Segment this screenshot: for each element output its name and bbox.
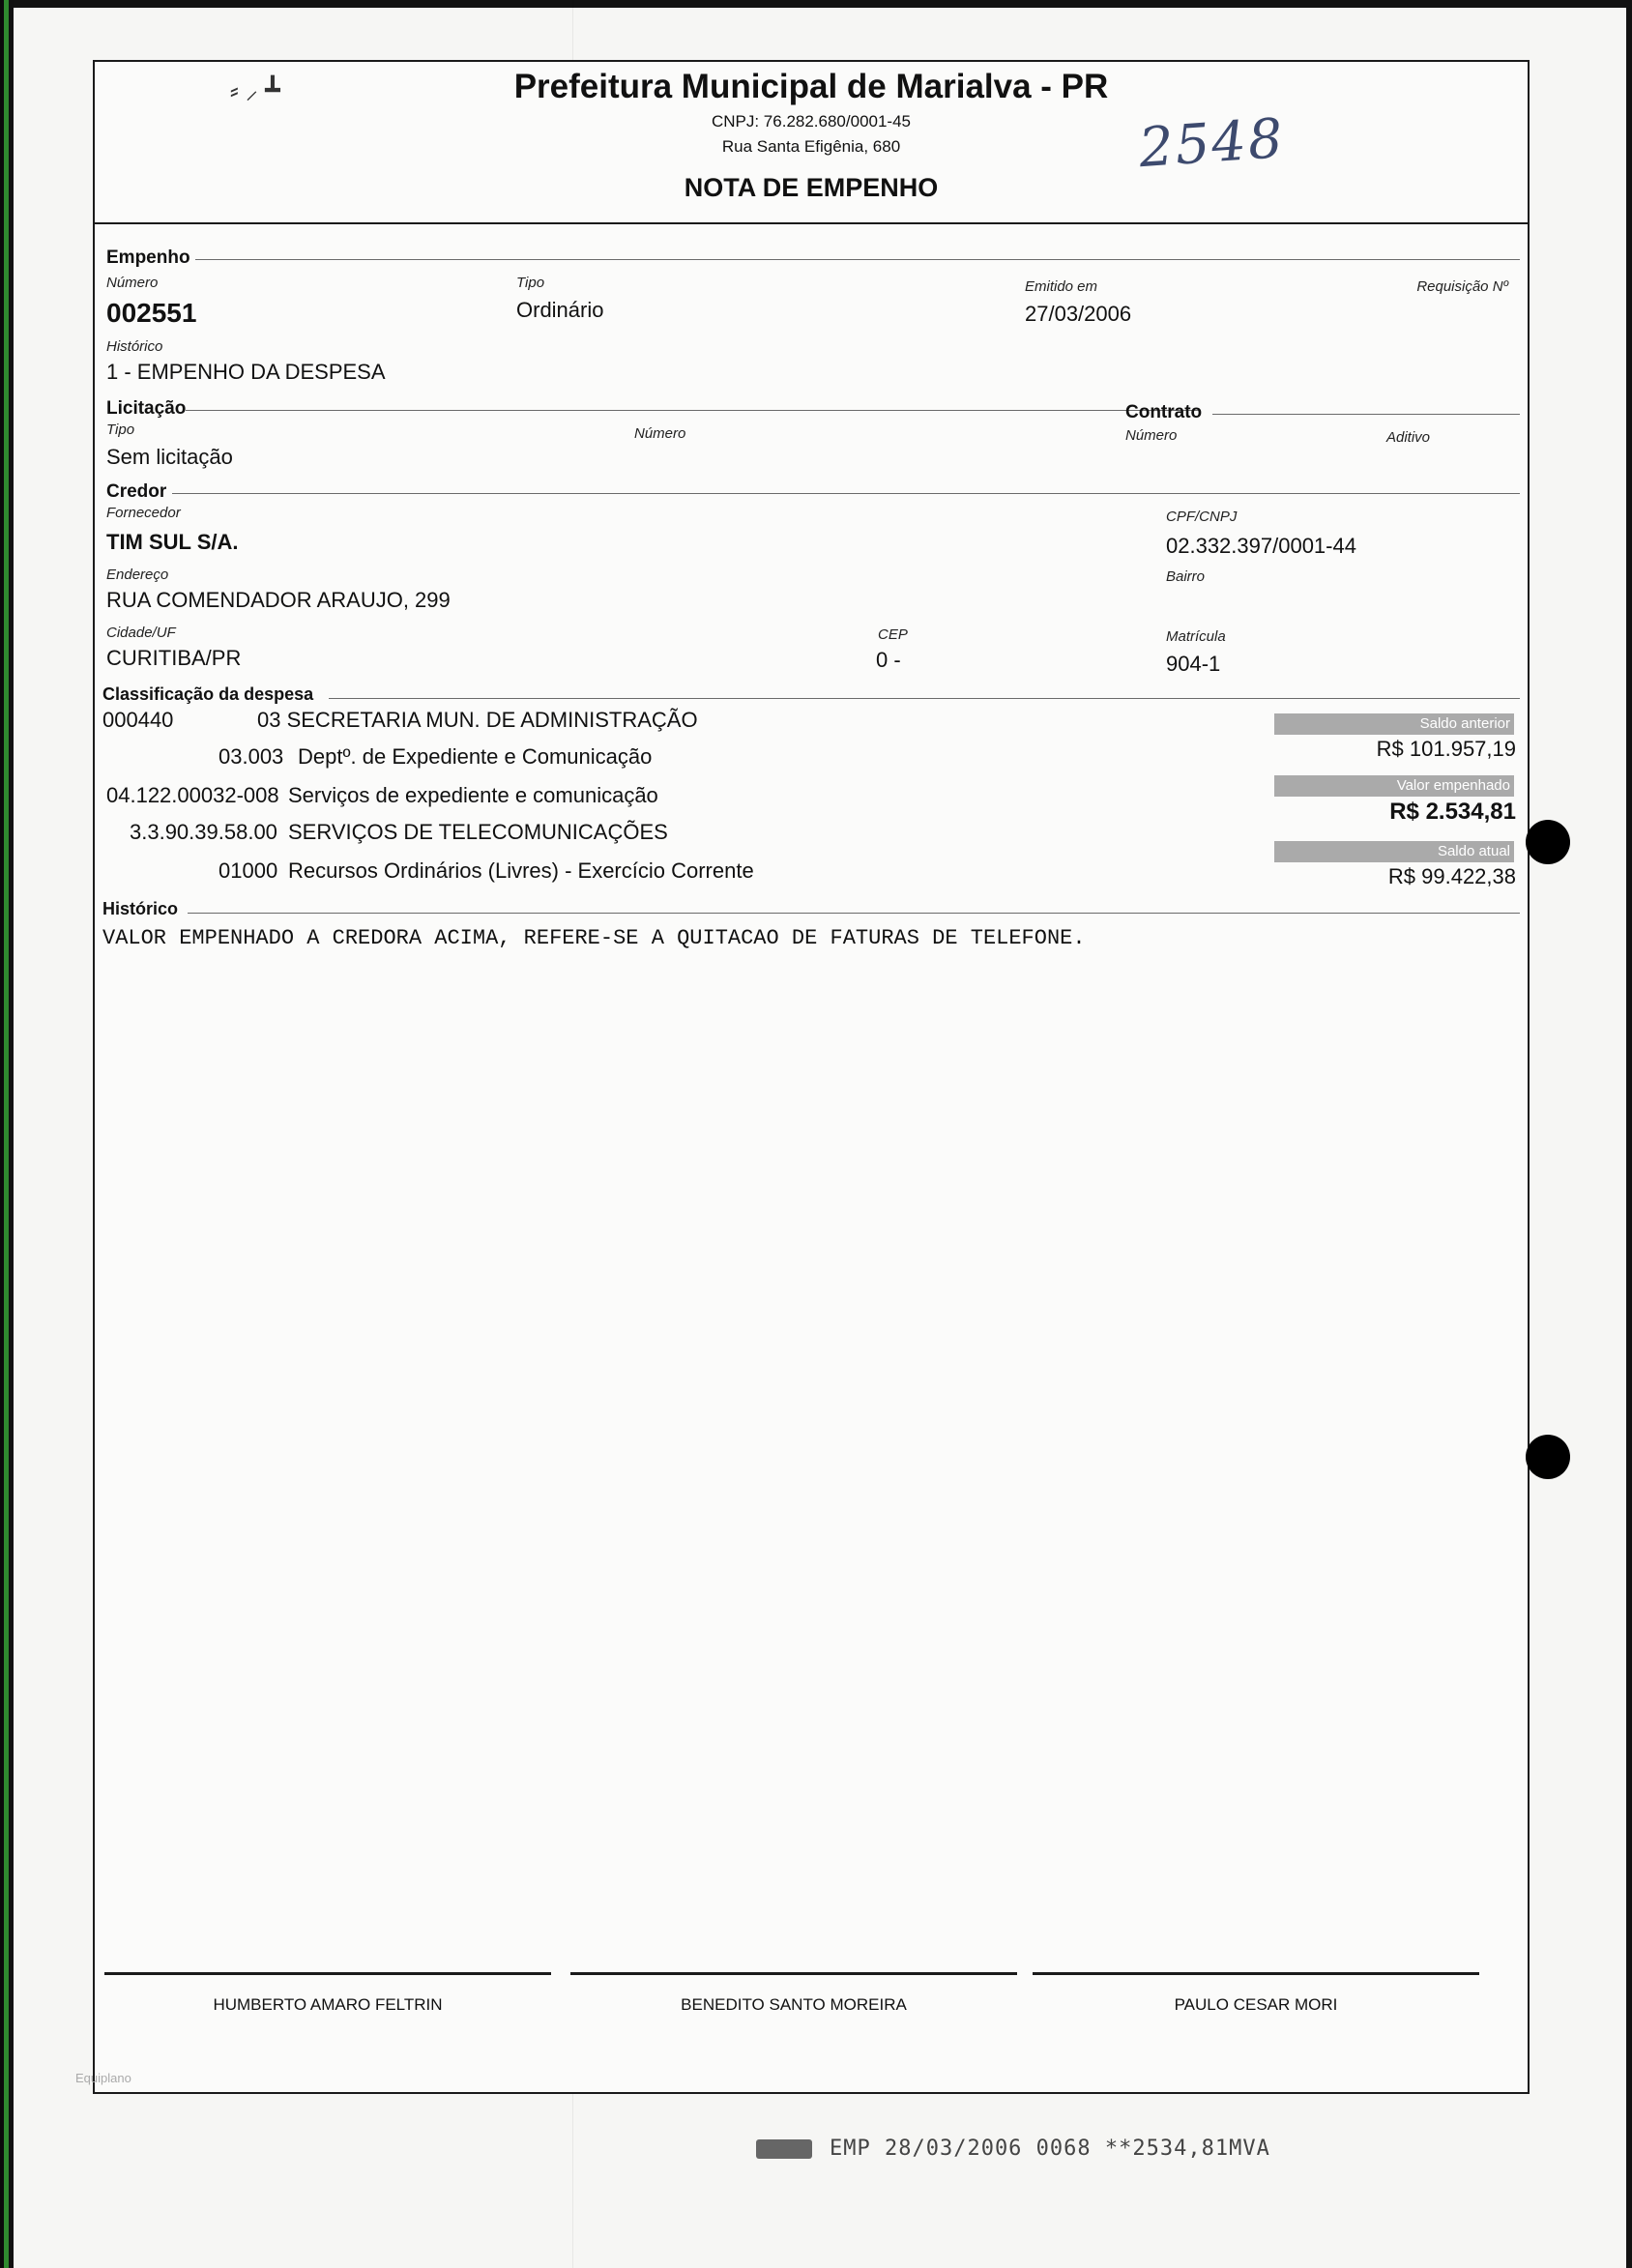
stamp-logo-icon	[756, 2139, 812, 2159]
empenho-numero: 002551	[106, 298, 197, 328]
scan-edge-top	[0, 0, 1632, 8]
valor-empenhado-label: Valor empenhado	[1274, 775, 1514, 797]
handwritten-number: 2548	[1136, 106, 1287, 181]
section-historico: Histórico	[102, 899, 179, 918]
credor-fornecedor: TIM SUL S/A.	[106, 530, 239, 554]
class-code-4: 01000	[219, 858, 278, 883]
divider	[186, 410, 1201, 411]
stamp-text: EMP 28/03/2006 0068 **2534,81MVA	[830, 2137, 1270, 2161]
header-address: Rua Santa Efigênia, 680	[721, 137, 901, 156]
punch-hole	[1526, 1435, 1570, 1479]
label-fornecedor: Fornecedor	[106, 505, 181, 521]
bank-stamp	[756, 2137, 1270, 2161]
section-empenho: Empenho	[106, 247, 190, 268]
label-numero: Número	[106, 275, 159, 291]
class-desc-2: Serviços de expediente e comunicação	[288, 783, 658, 807]
label-matricula: Matrícula	[1166, 628, 1226, 645]
class-desc-4: Recursos Ordinários (Livres) - Exercício Corrente	[288, 858, 754, 883]
punch-hole	[1526, 820, 1570, 864]
document-header	[95, 62, 1528, 224]
label-cnpj: CPF/CNPJ	[1166, 509, 1238, 525]
signature-name: PAULO CESAR MORI	[1174, 1995, 1338, 2014]
credor-endereco: RUA COMENDADOR ARAUJO, 299	[106, 588, 451, 612]
credor-matricula: 904-1	[1166, 652, 1221, 676]
class-desc-1: Deptº. de Expediente e Comunicação	[298, 744, 653, 769]
label-tipo: Tipo	[516, 275, 545, 291]
signature-name: BENEDITO SANTO MOREIRA	[681, 1995, 907, 2014]
class-desc-0: 03 SECRETARIA MUN. DE ADMINISTRAÇÃO	[257, 708, 698, 732]
class-code-0: 000440	[102, 708, 174, 732]
header-cnpj: CNPJ: 76.282.680/0001-45	[711, 112, 912, 131]
divider	[172, 493, 1520, 494]
credor-cidade: CURITIBA/PR	[106, 646, 242, 670]
label-cep: CEP	[878, 626, 908, 643]
saldo-atual-value: R$ 99.422,38	[1387, 864, 1516, 888]
label-requisicao: Requisição Nº	[1416, 278, 1508, 295]
label-endereco: Endereço	[106, 567, 169, 583]
credor-cep: 0 -	[876, 648, 901, 672]
divider	[195, 259, 1520, 260]
label-licitacao-numero: Número	[634, 425, 686, 442]
scribble-mark: ⸗ ⸝ ┻	[230, 75, 280, 104]
class-code-2: 04.122.00032-008	[106, 783, 279, 807]
saldo-anterior-label: Saldo anterior	[1274, 713, 1514, 735]
divider	[188, 913, 1520, 914]
page-title: Prefeitura Municipal de Marialva - PR	[513, 68, 1109, 105]
label-contrato-aditivo: Aditivo	[1386, 429, 1431, 446]
empenho-tipo: Ordinário	[516, 298, 604, 322]
empenho-emitido: 27/03/2006	[1025, 302, 1132, 326]
licitacao-tipo: Sem licitação	[106, 445, 233, 469]
label-licitacao-tipo: Tipo	[106, 422, 135, 438]
signature-name: HUMBERTO AMARO FELTRIN	[213, 1995, 443, 2014]
class-code-3: 3.3.90.39.58.00	[130, 820, 277, 844]
label-contrato-numero: Número	[1125, 427, 1178, 444]
label-cidade: Cidade/UF	[106, 625, 176, 641]
section-credor: Credor	[106, 481, 167, 502]
signature-line	[1033, 1972, 1479, 1975]
label-bairro: Bairro	[1166, 568, 1206, 585]
saldo-atual-label: Saldo atual	[1274, 841, 1514, 862]
divider	[329, 698, 1520, 699]
saldo-anterior-value: R$ 101.957,19	[1376, 737, 1516, 761]
empenho-historico: 1 - EMPENHO DA DESPESA	[106, 360, 386, 384]
signature-line	[104, 1972, 551, 1975]
class-code-1b: 03.003	[219, 744, 284, 769]
label-emitido: Emitido em	[1025, 278, 1098, 295]
signature-line	[570, 1972, 1017, 1975]
divider	[1212, 414, 1520, 415]
document-title: NOTA DE EMPENHO	[684, 173, 939, 202]
label-historico: Histórico	[106, 338, 163, 355]
section-contrato: Contrato	[1125, 402, 1203, 422]
historico-text: VALOR EMPENHADO A CREDORA ACIMA, REFERE-SE A QUITACAO DE FATURAS DE TELEFONE.	[102, 926, 1086, 950]
section-classificacao: Classificação da despesa	[102, 684, 314, 704]
software-watermark: Equiplano	[75, 2071, 131, 2085]
class-desc-3: SERVIÇOS DE TELECOMUNICAÇÕES	[288, 820, 668, 844]
scan-edge-left	[0, 0, 14, 2268]
scan-edge-right	[1626, 0, 1632, 2268]
valor-empenhado-value: R$ 2.534,81	[1389, 799, 1516, 825]
credor-cnpj: 02.332.397/0001-44	[1166, 534, 1356, 558]
nota-empenho-form	[75, 60, 1530, 2094]
section-licitacao: Licitação	[106, 398, 187, 419]
